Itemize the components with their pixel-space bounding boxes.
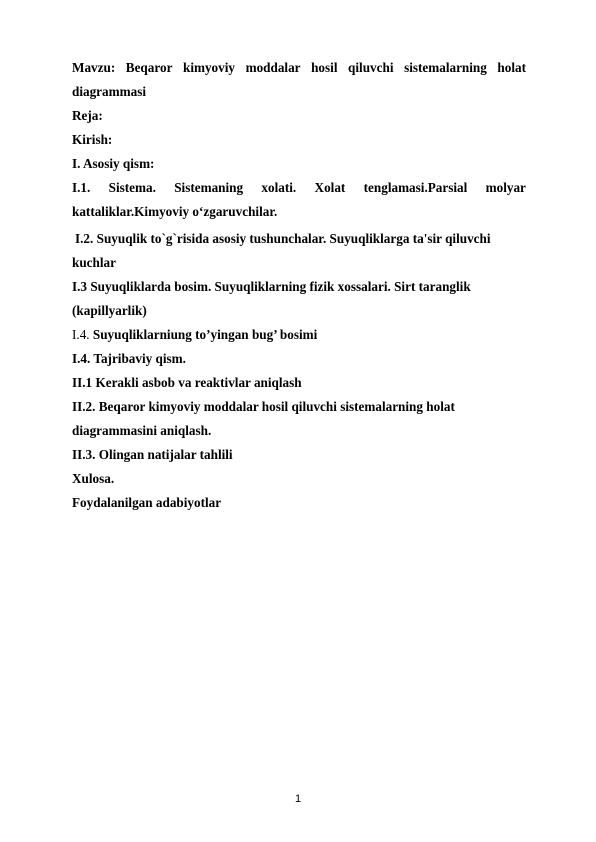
main-part-heading: I. Asosiy qism: (72, 156, 155, 171)
item-word: tenglamasi.Parsial (363, 180, 468, 195)
item-word: Sistema. (108, 180, 156, 195)
item-word: Xolat (314, 180, 346, 195)
topic-line-2: diagrammasi (72, 84, 146, 99)
item-word: xolati. (261, 180, 297, 195)
item-word: molyar (485, 180, 526, 195)
item-1-1-line-2: kattaliklar.Kimyoviy o‘zgaruvchilar. (72, 204, 278, 219)
item-1-4b: I.4. Tajribaviy qism. (72, 351, 186, 366)
topic-word: kimyoviy (182, 60, 236, 75)
item-word: Sistemaning (174, 180, 244, 195)
item-1-2-line-2: kuchlar (72, 255, 116, 270)
item-2-2-line-1: II.2. Beqaror kimyoviy moddalar hosil qiluvchi sistemalarning holat (72, 399, 455, 414)
topic-line-1 (72, 56, 526, 80)
topic-word: Beqaror (125, 60, 173, 75)
topic-word: moddalar (245, 60, 301, 75)
item-word: I.1. (72, 180, 91, 195)
item-1-2-line-1: I.2. Suyuqlik to`g`risida asosiy tushunchalar. Suyuqliklarga ta'sir qiluvchi (75, 231, 491, 246)
item-2-3: II.3. Olingan natijalar tahlili (72, 447, 233, 462)
topic-word: sistemalarning (404, 60, 487, 75)
item-1-4a-text: Suyuqliklarniung to’yingan bug’ bosimi (92, 327, 318, 342)
topic-word: hosil (311, 60, 338, 75)
item-1-3-line-2: (kapillyarlik) (72, 303, 147, 318)
item-1-3-line-1: I.3 Suyuqliklarda bosim. Suyuqliklarning fizik xossalari. Sirt taranglik (72, 279, 471, 294)
item-1-4a-prefix: I.4. (72, 327, 90, 342)
item-2-1: II.1 Kerakli asbob va reaktivlar aniqlash (72, 375, 302, 390)
topic-word: qiluvchi (348, 60, 394, 75)
references-heading: Foydalanilgan adabiyotlar (72, 495, 222, 510)
conclusion-heading: Xulosa. (72, 471, 115, 486)
topic-word: holat (497, 60, 526, 75)
item-1-4a (72, 323, 526, 347)
page-number: 1 (294, 793, 302, 805)
intro-heading: Kirish: (72, 132, 113, 147)
item-2-2-line-2: diagrammasini aniqlash. (72, 423, 212, 438)
item-1-1-line-1 (72, 176, 526, 200)
topic-word: Mavzu: (72, 60, 116, 75)
table-of-contents (72, 56, 526, 515)
plan-heading: Reja: (72, 108, 103, 123)
